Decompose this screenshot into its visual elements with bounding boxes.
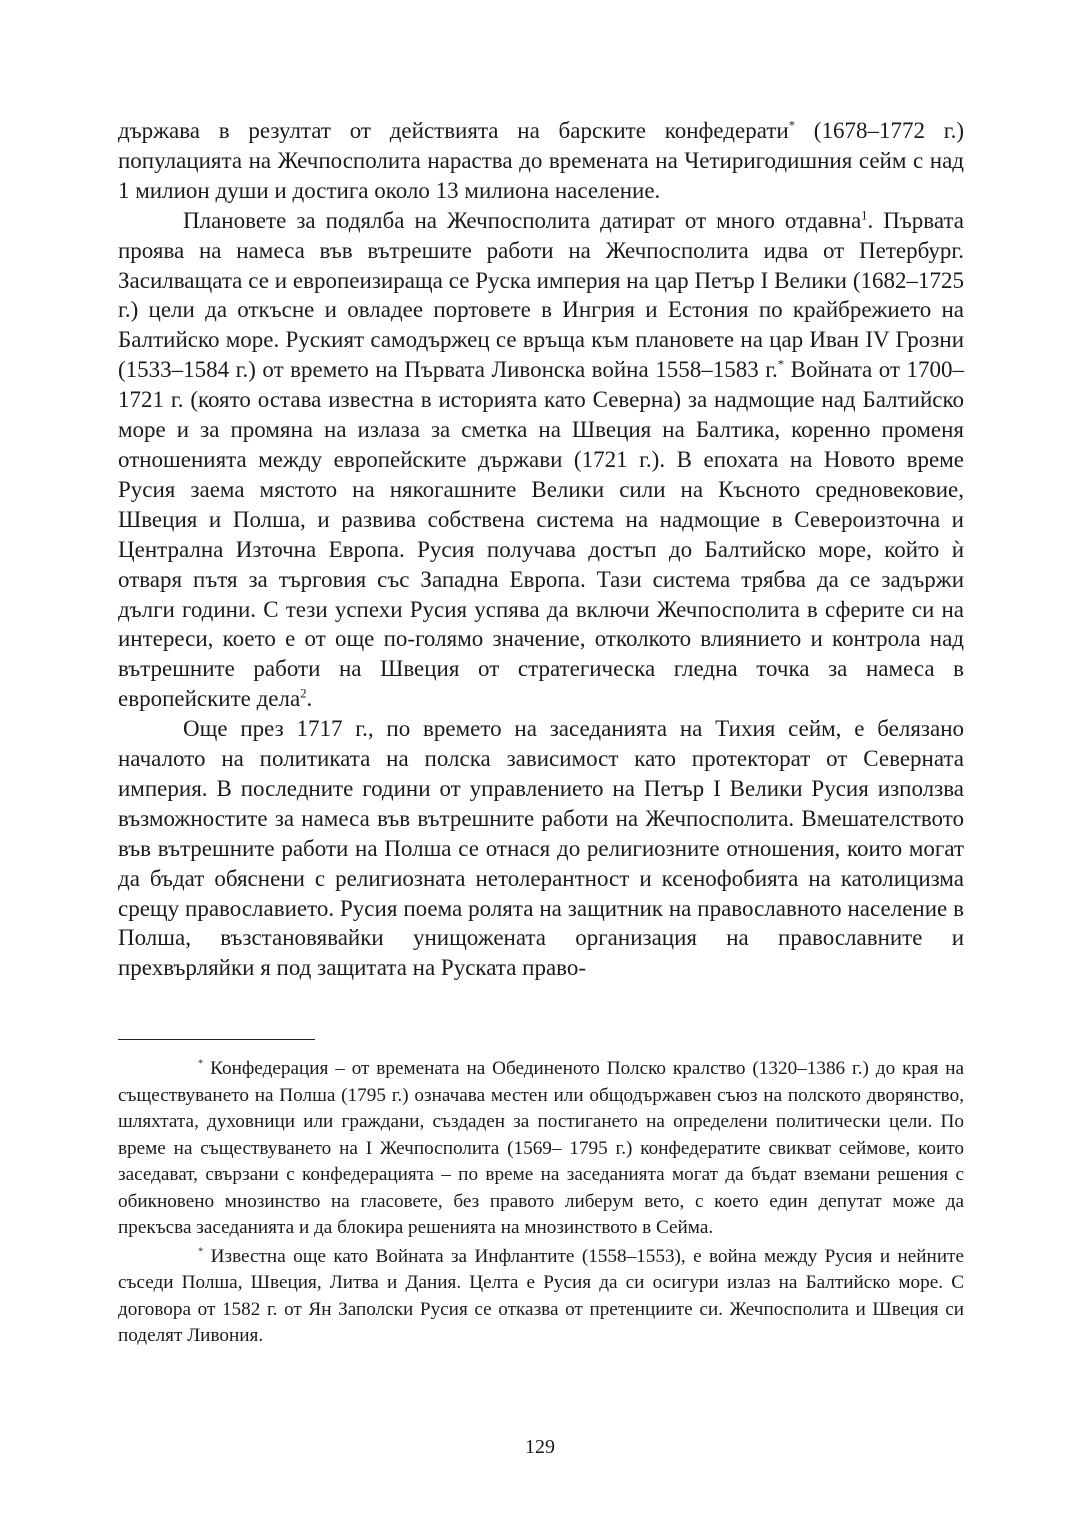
footnote-1: * Конфедерация – от времената на Обединеното Полско кралство (1320–1386 г.) до края на съществуването на Полша (1795 г.) означава местен или общодържавен съюз на полското дворянство, шляхтата, духовници или граждани, създаден за постигането на определени политически цели. По време на съществуването на I Жечпосполита (1569– 1795 г.) конфедератите свикват сеймове, които заседават, свързани с конфедерацията – по време на заседанията могат да бъдат вземани решения с обикновено мнозинство на гласовете, без правото либерум вето, с което един депутат може да прекъсва заседанията и да блокира решенията на мнозинството в Сейма.: [118, 1058, 965, 1238]
paragraph-1: държава в резултат от действията на барските конфедерати* (1678–1772 г.) популацията на Жечпосполита нараства до времената на Четиригодишния сейм с над 1 милион души и достига около 13 милиона население.: [118, 118, 964, 203]
footnotes: [118, 1056, 964, 1350]
paragraph-3: Още през 1717 г., по времето на заседанията на Тихия сейм, е белязано началото на политиката на полска зависимост като протекторат от Северната империя. В последните години от управлението на Петър I Велики Русия използва възможностите за намеса във вътрешните работи на Жечпосполита. Вмешателството във вътрешните работи на Полша се отнася до религиозните отношения, които могат да бъдат обяснени с религиозната нетолерантност и ксенофобията на католицизма срещу православието. Русия поема ролята на защитник на православното население в Полша, възстановявайки унищожената организация на православните и прехвърляйки я под защитата на Руската право-: [118, 716, 965, 981]
paragraph-2: Плановете за подялба на Жечпосполита датират от много отдавна$^1$. Първата проява на намеса във вътрешите работи на Жечпосполита идва от Петербург. Засилващата се и европеизираща се Руска империя на цар Петър I Велики (1682–1725 г.) цели да откъсне и овладее портовете в Ингрия и Естония по крайбрежието на Балтийско море. Руският самодържец се връща към плановете на цар Иван IV Грозни (1533–1584 г.) от времето на Първата Ливонска война 1558–1583 г.* Войната от 1700–1721 г. (която остава известна в историята като Северна) за надмощие над Балтийско море и за промяна на излаза за сметка на Швеция на Балтика, коренно променя отношенията между европейските държави (1721 г.). В епохата на Новото време Русия заема мястото на някогашните Велики сили на Късното средновековие, Швеция и Полша, и развива собствена система на надмощие в Североизточна и Централна Източна Европа. Русия получава достъп до Балтийско море, който ѝ отваря пътя за търговия със Западна Европа. Тази система трябва да се задържи дълги години. С тези успехи Русия успява да включи Жечпосполита в сферите си на интереси, което е от още по-голямо значение, отколкото влиянието и контрола над вътрешните работи на Швеция от стратегическа гледна точка за намеса в европейските дела$^2$.: [118, 207, 965, 712]
footnote-separator: [118, 1039, 315, 1040]
page-number: 129: [525, 1436, 555, 1458]
main-text: [118, 116, 964, 983]
footnote-2: * Известна още като Войната за Инфлантите (1558–1553), е война между Русия и нейните съседи Полша, Швеция, Литва и Дания. Целта е Русия да си осигури излаз на Балтийско море. С договора от 1582 г. от Ян Заполски Русия се отказва от претенциите си. Жечпосполита и Швеция си поделят Ливония.: [118, 1245, 964, 1346]
